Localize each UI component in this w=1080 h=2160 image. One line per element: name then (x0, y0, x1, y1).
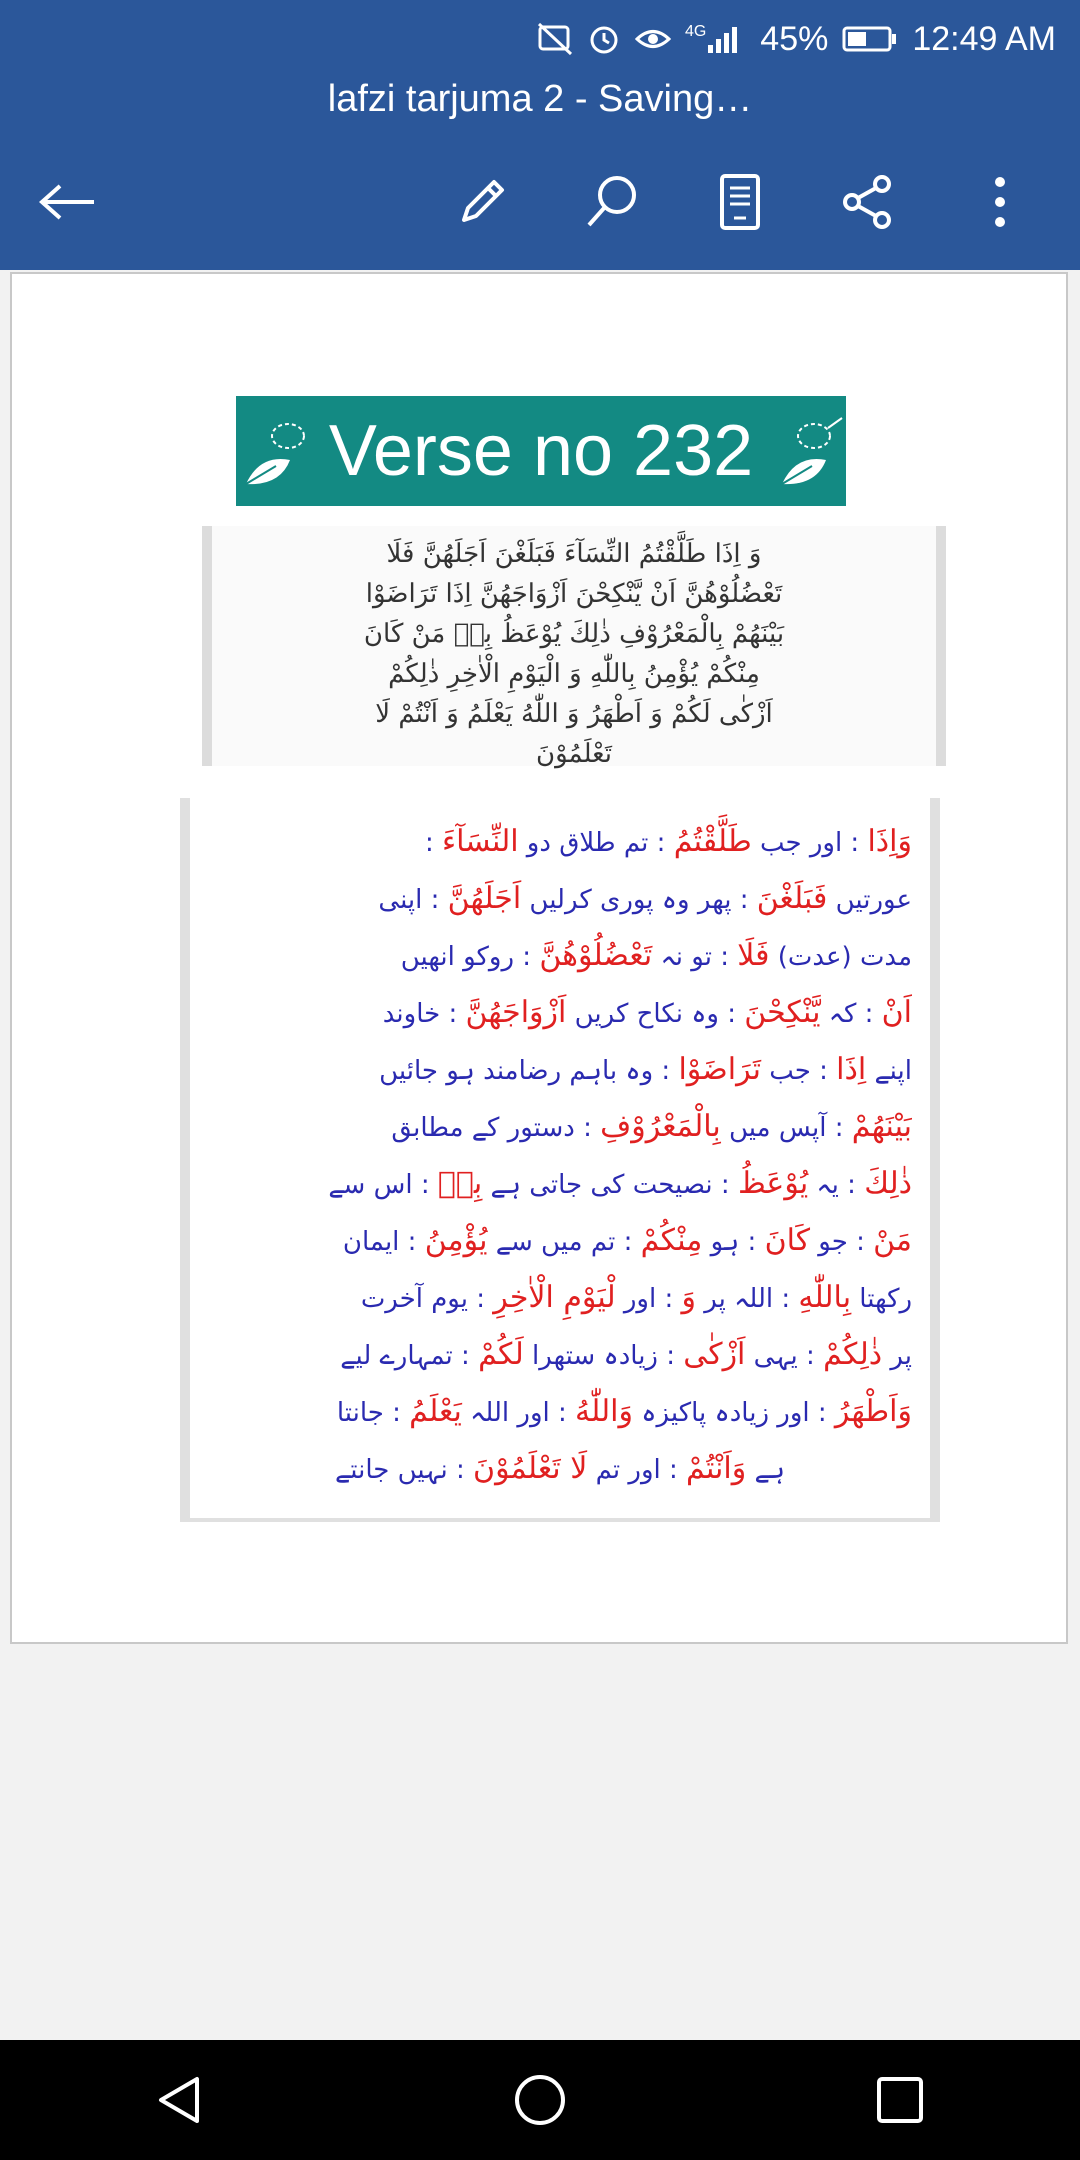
arabic-word: اَنْ (881, 995, 912, 1030)
urdu-meaning: : وہ نکاح کریں (566, 999, 745, 1029)
urdu-meaning: : اور جب (751, 828, 868, 858)
arabic-word: فَلَا (737, 938, 770, 973)
arabic-word: فَبَلَغْنَ (756, 881, 828, 916)
leaf-decoration-icon (778, 414, 844, 511)
urdu-meaning: : اور زیادہ پاکیزہ (633, 1398, 835, 1428)
urdu-meaning: رکھتا (851, 1284, 912, 1314)
urdu-meaning: : ہو (702, 1227, 765, 1257)
signal-off-icon (537, 22, 573, 56)
urdu-meaning: : پھر وہ پوری کرلیں (521, 885, 757, 915)
arabic-word: النِّسَآءَ (442, 824, 519, 859)
arabic-word: يُؤْمِنُ (424, 1223, 488, 1258)
arabic-word: لَا تَعْلَمُوْنَ (473, 1451, 588, 1486)
arabic-word: وَاَطْهَرُ (834, 1394, 912, 1429)
network-signal-icon (685, 23, 746, 55)
urdu-meaning: : خاوند (382, 999, 466, 1029)
urdu-meaning: : کہ (820, 999, 882, 1029)
arabic-word: بِاللّٰهِ (798, 1280, 852, 1315)
arabic-line: بَيْنَهُمْ بِالْمَعْرُوْفِ ذٰلِكَ يُوْعَظُ بِهٖ مَنْ كَانَ (363, 619, 785, 649)
urdu-meaning: مدت (عدت) (769, 942, 912, 972)
urdu-meaning: : اور تم (587, 1455, 687, 1485)
translation-line (208, 871, 912, 928)
arabic-line: تَعْضُلُوْهُنَّ اَنْ يَّنْكِحْنَ اَزْوَاجَهُنَّ اِذَا تَرَاضَوْا (365, 579, 783, 609)
alarm-icon (587, 22, 621, 56)
translation-line (208, 814, 912, 871)
back-triangle-icon[interactable] (140, 2060, 220, 2140)
translation-line (208, 1099, 912, 1156)
translation-line (208, 1384, 912, 1441)
arabic-line: اَزْكٰى لَكُمْ وَ اَطْهَرُ وَ اللّٰهُ يَعْلَمُ وَ اَنْتُمْ لَا (375, 699, 773, 729)
network-type-label: 4G (684, 23, 707, 40)
arabic-line: وَ اِذَا طَلَّقْتُمُ النِّسَآءَ فَبَلَغْنَ اَجَلَهُنَّ فَلَا (386, 539, 762, 569)
urdu-meaning: : اپنی (378, 885, 448, 915)
arabic-word: طَلَّقْتُمُ (673, 824, 752, 859)
translation-line (208, 1441, 912, 1498)
translation-line (208, 1156, 912, 1213)
urdu-meaning: : اللہ پر (696, 1284, 799, 1314)
more-vert-icon[interactable] (968, 170, 1032, 234)
search-icon[interactable] (580, 170, 644, 234)
arabic-word: لَكُمْ (478, 1337, 524, 1372)
word-by-word-translation (180, 798, 940, 1522)
arabic-line: مِنْكُمْ يُؤْمِنُ بِاللّٰهِ وَ الْيَوْمِ الْاٰخِرِ ذٰلِكُمْ (388, 659, 760, 689)
translation-line (208, 985, 912, 1042)
urdu-meaning: ہے (746, 1455, 785, 1485)
urdu-meaning: : تم طلاق دو (518, 828, 674, 858)
arabic-word: يَّنْكِحْنَ (744, 995, 821, 1030)
arabic-word: وَاِذَا (867, 824, 912, 859)
arabic-word: يَعْلَمُ (409, 1394, 462, 1429)
arabic-word: مِنْكُمْ (640, 1223, 703, 1258)
translation-line (208, 1327, 912, 1384)
arabic-word: وَاَنْتُمْ (686, 1451, 747, 1486)
urdu-meaning: : جانتا (336, 1398, 410, 1428)
arabic-word: بِالْمَعْرُوْفِ (600, 1109, 721, 1144)
urdu-meaning: عورتیں (827, 885, 912, 915)
system-nav-bar (0, 2040, 1080, 2160)
arabic-word: لْيَوْمِ الْاٰخِرِ (493, 1280, 616, 1315)
arabic-word: وَاللّٰهُ (575, 1394, 633, 1429)
arabic-word: ذٰلِكَ (864, 1166, 912, 1201)
translation-line (208, 1042, 912, 1099)
share-icon[interactable] (836, 170, 900, 234)
eye-icon (635, 24, 671, 54)
urdu-meaning: : اس سے (328, 1170, 438, 1200)
urdu-meaning: : اور اللہ (461, 1398, 576, 1428)
verse-heading: Verse no 232 (328, 411, 754, 491)
urdu-meaning: : تو نہ (652, 942, 738, 972)
battery-icon (842, 25, 898, 53)
arabic-word: بَيْنَهُمْ (851, 1109, 912, 1144)
arabic-word: اَزْكٰى (683, 1337, 746, 1372)
urdu-meaning: : زیادہ ستھرا (523, 1341, 684, 1371)
translation-line (208, 1270, 912, 1327)
arabic-word: يُوْعَظُ (737, 1166, 809, 1201)
document-title: lafzi tarjuma 2 - Saving… (327, 78, 753, 120)
urdu-meaning: : جب (761, 1056, 837, 1086)
urdu-meaning: : تمہارے لیے (340, 1341, 479, 1371)
urdu-meaning: : نہیں جانتے (335, 1455, 474, 1485)
arabic-word: مَنْ (873, 1223, 912, 1258)
back-arrow-icon[interactable] (36, 170, 100, 234)
arabic-word: تَعْضُلُوْهُنَّ (539, 938, 653, 973)
urdu-meaning: پر (882, 1341, 912, 1371)
home-circle-icon[interactable] (500, 2060, 580, 2140)
urdu-meaning: : دستور کے مطابق (391, 1113, 601, 1143)
arabic-word: كَانَ (764, 1223, 811, 1258)
translation-line (208, 1213, 912, 1270)
reading-view-icon[interactable] (708, 170, 772, 234)
arabic-line: تَعْلَمُوْنَ (536, 739, 612, 769)
urdu-meaning: : تم میں سے (487, 1227, 641, 1257)
urdu-meaning: : ایمان (342, 1227, 425, 1257)
urdu-meaning: : جو (810, 1227, 874, 1257)
urdu-meaning: اپنے (866, 1056, 912, 1086)
translation-line (208, 928, 912, 985)
verse-heading-banner (236, 396, 846, 506)
edit-pencil-icon[interactable] (450, 170, 514, 234)
urdu-meaning: : یہی (745, 1341, 824, 1371)
arabic-word: ذٰلِكُمْ (823, 1337, 883, 1372)
urdu-meaning: : آپس میں (720, 1113, 852, 1143)
leaf-decoration-icon (240, 414, 306, 511)
urdu-meaning: : یہ (808, 1170, 865, 1200)
arabic-word: اِذَا (836, 1052, 867, 1087)
urdu-meaning: : اور (615, 1284, 682, 1314)
clock-time: 12:49 AM (912, 19, 1056, 58)
recents-square-icon[interactable] (860, 2060, 940, 2140)
urdu-meaning: : وہ باہم رضامند ہو جائیں (379, 1056, 679, 1086)
battery-percent: 45% (760, 19, 829, 58)
app-bar (0, 0, 1080, 270)
toolbar (0, 150, 1080, 250)
arabic-word: وَ (681, 1280, 696, 1315)
arabic-word: اَجَلَهُنَّ (447, 881, 522, 916)
urdu-meaning: : (424, 828, 442, 858)
arabic-word: تَرَاضَوْا (678, 1052, 761, 1087)
urdu-meaning: : روکو انھیں (400, 942, 540, 972)
arabic-verse-text (202, 526, 946, 769)
urdu-meaning: : نصیحت کی جاتی ہے (482, 1170, 738, 1200)
urdu-meaning: : یوم آخرت (360, 1284, 494, 1314)
document-page[interactable] (10, 272, 1068, 1644)
arabic-word: اَزْوَاجَهُنَّ (465, 995, 567, 1030)
arabic-word: بِهٖ (437, 1166, 483, 1201)
status-bar (537, 14, 1056, 64)
